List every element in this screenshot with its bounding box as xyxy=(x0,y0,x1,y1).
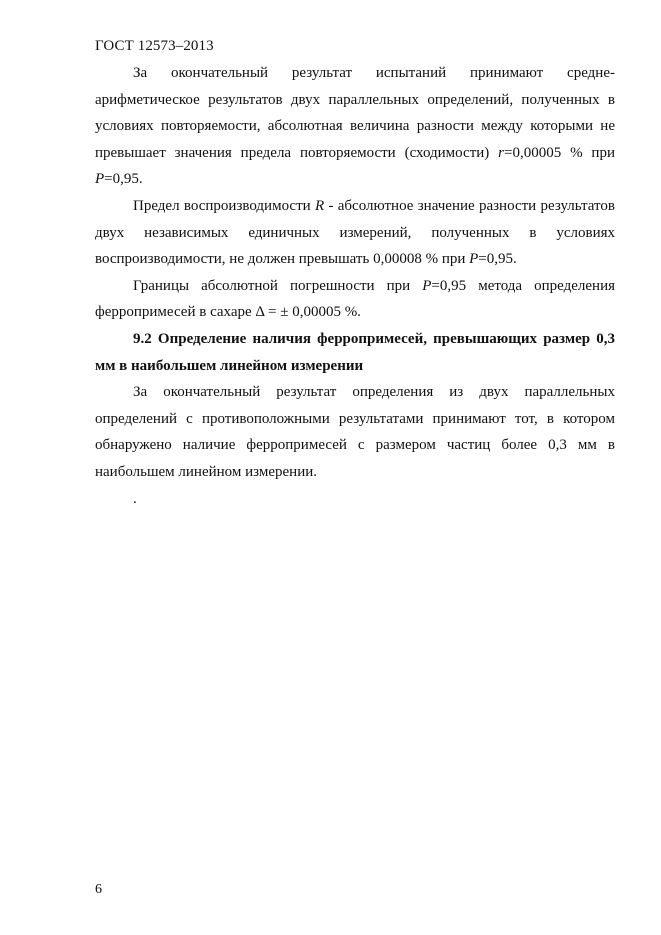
page-number: 6 xyxy=(95,882,102,897)
variable-r-upper: R xyxy=(314,197,325,214)
paragraph-text: Предел воспроизводимости xyxy=(133,197,315,214)
paragraph-text: =0,95. xyxy=(104,171,143,188)
paragraph-text: =0,95 метода определения ферропримесей в сахаре Δ = ± 0,00005 %. xyxy=(95,277,616,321)
section-heading: 9.2 Определение наличия ферропримесей, превышающих размер 0,3 мм в наибольшем линейном измерении xyxy=(95,330,615,374)
variable-r: r xyxy=(498,144,504,161)
paragraph-text: За окончательный результат испытаний принимают средне-арифметическое результатов двух параллельных определений, полученных в условиях повторяемости, абсолютная величина разности между которыми не превышает значения предела повторяемости (сходимости) xyxy=(95,65,615,161)
paragraph-text: Границы абсолютной погрешности при xyxy=(133,277,423,294)
paragraph-ferro-result: За окончательный результат определения из двух параллельных определений с противоположными результатами принимают тот, в котором обнаружено наличие ферропримесей с размером частиц более 0,3 мм в наибольшем линейном измерении. xyxy=(95,384,615,480)
document-header: ГОСТ 12573–2013 xyxy=(95,38,214,54)
paragraph-error-bounds xyxy=(95,273,615,326)
paragraph-text: =0,00005 % при xyxy=(504,144,615,161)
paragraph-text: - абсолютное значение разности результатов двух независимых единичных измерений, полученных в условиях воспроизводимости, не должен превышать 0,00008 % при xyxy=(95,197,615,268)
paragraph-reproducibility xyxy=(95,193,615,273)
stray-dot: . xyxy=(133,490,137,507)
paragraph-repeatability xyxy=(95,60,615,193)
variable-p: P xyxy=(469,251,479,268)
variable-p: P xyxy=(95,171,105,188)
document-body xyxy=(95,60,615,512)
variable-p: P xyxy=(422,277,432,294)
paragraph-text: =0,95. xyxy=(478,251,517,268)
